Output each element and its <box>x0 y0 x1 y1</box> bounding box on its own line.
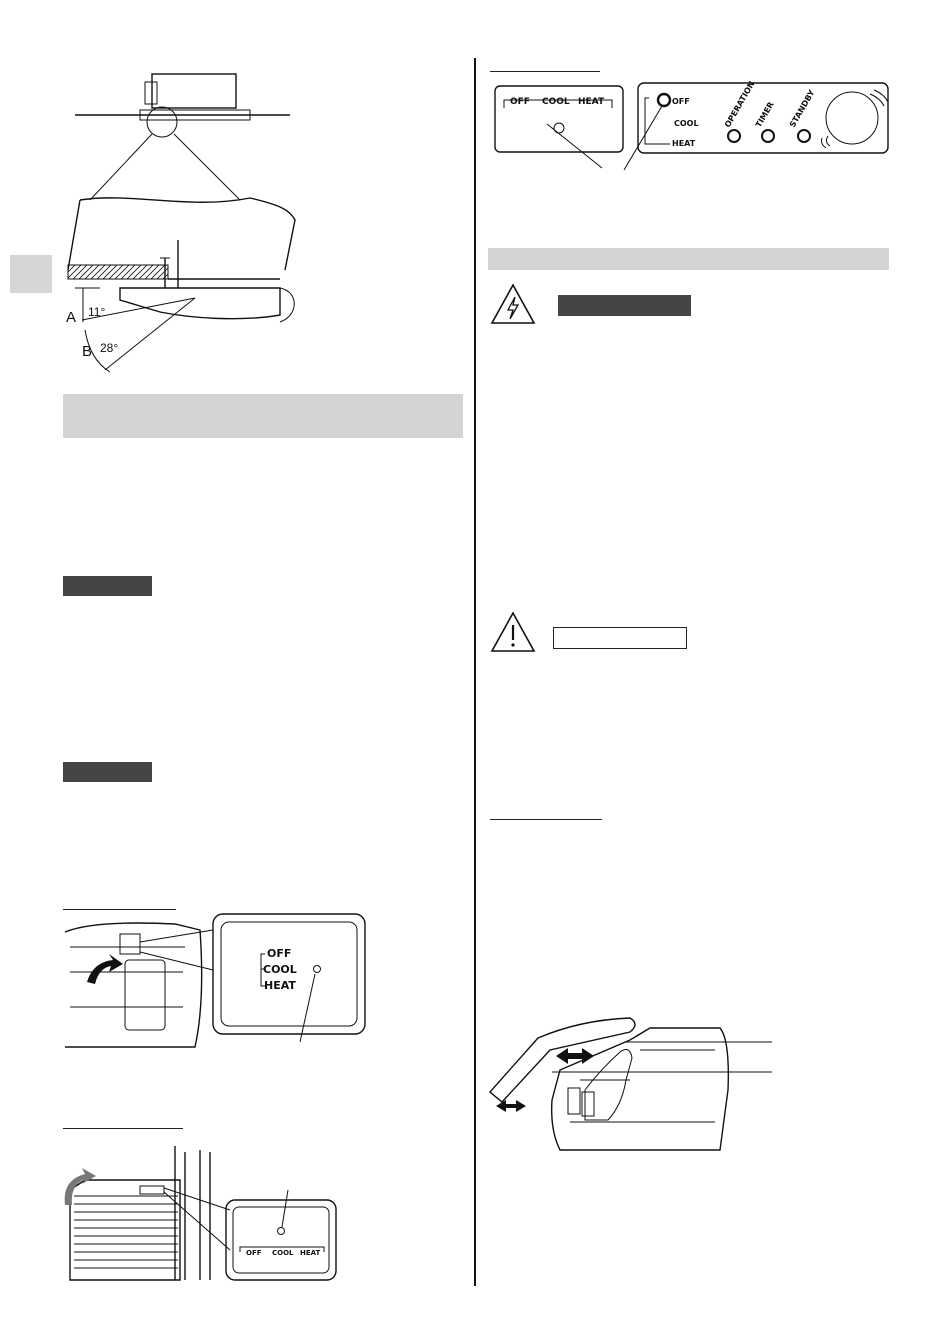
zoom-box-outer-2 <box>226 1200 336 1280</box>
filter-slot-2 <box>582 1092 594 1116</box>
cassette-unit-body <box>152 74 236 108</box>
note-label-2 <box>63 762 152 782</box>
receiver-window <box>826 92 878 144</box>
wall-unit-panel <box>125 960 165 1030</box>
wall-cool: COOL <box>263 963 297 976</box>
wall-heat: HEAT <box>264 979 296 992</box>
insulation-layer <box>68 265 168 279</box>
panel-off: OFF <box>672 97 690 106</box>
wall-switch-pointer <box>300 974 315 1042</box>
slide-arrow-icon-small <box>496 1100 526 1112</box>
callout-line-left <box>90 134 152 200</box>
detail-outline-left <box>68 200 80 270</box>
danger-label <box>558 295 691 316</box>
filter-slot-1 <box>568 1088 580 1114</box>
detail-outline-top <box>80 198 295 270</box>
control-panel-figure <box>492 80 912 180</box>
wall-unit-figure <box>65 912 375 1052</box>
hand-icon <box>585 1050 632 1120</box>
mode-off: OFF <box>510 97 530 107</box>
unit-body-lines <box>570 1050 715 1122</box>
wall-unit-body <box>65 923 202 1047</box>
figure-caption-rule-3 <box>490 71 600 72</box>
ceiling-cassette-figure <box>40 60 500 390</box>
indicator-timer-label: TIMER <box>753 100 776 129</box>
section-heading-bar-right <box>488 248 889 270</box>
panel-mode-switch[interactable] <box>658 94 670 106</box>
floor-unit-grille <box>74 1196 178 1268</box>
floor-unit-figure <box>60 1130 350 1280</box>
floor-off: OFF <box>246 1249 262 1257</box>
floor-cool: COOL <box>272 1249 294 1257</box>
open-arrow-icon <box>87 954 123 984</box>
angle-a: 11° <box>88 305 106 319</box>
unit-body <box>552 1028 729 1150</box>
note-label-1 <box>63 576 152 596</box>
wall-unit-lines <box>70 947 185 1007</box>
timer-lamp <box>762 130 774 142</box>
danger-warning-icon <box>490 283 536 325</box>
wall-off: OFF <box>267 947 292 960</box>
figure-caption-rule-4 <box>490 819 602 820</box>
label-b: B <box>82 343 93 360</box>
panel-cool: COOL <box>674 119 699 128</box>
figure-caption-rule-1 <box>63 909 176 910</box>
floor-unit-switch <box>140 1186 164 1194</box>
mode-switch[interactable] <box>554 123 564 133</box>
front-panel-figure <box>490 1010 780 1170</box>
standby-lamp <box>798 130 810 142</box>
indicator-operation-label: OPERATION <box>722 79 757 129</box>
floor-unit-body <box>70 1180 180 1280</box>
floor-switch-pointer <box>282 1190 288 1227</box>
mode-box <box>495 86 623 152</box>
panel-heat: HEAT <box>672 139 696 148</box>
slide-arrow-icon <box>556 1048 594 1064</box>
louver-curve <box>280 288 294 322</box>
floor-mode-switch[interactable] <box>278 1228 285 1235</box>
mode-switch-pointer <box>547 124 602 168</box>
zoom-line-bottom-2 <box>164 1192 230 1250</box>
mode-cool: COOL <box>542 97 570 107</box>
indicator-standby-label: STANDBY <box>787 88 817 129</box>
cassette-control-box <box>145 82 157 104</box>
wall-mode-switch[interactable] <box>314 966 321 973</box>
wall-unit-switch <box>120 934 140 954</box>
floor-heat: HEAT <box>300 1249 321 1257</box>
zoom-box-inner-2 <box>233 1207 329 1273</box>
panel-switch-pointer <box>624 106 662 170</box>
detail-circle <box>147 107 177 137</box>
louver-body <box>120 288 280 319</box>
section-heading-bar-left <box>63 394 463 438</box>
caution-warning-icon <box>490 611 536 653</box>
operation-lamp <box>728 130 740 142</box>
label-a: A <box>66 309 77 326</box>
caution-label <box>553 627 687 649</box>
mode-heat: HEAT <box>578 97 605 107</box>
angle-b: 28° <box>100 341 119 355</box>
open-arrow-icon-2 <box>65 1168 96 1205</box>
zoom-line-top-2 <box>164 1188 230 1210</box>
callout-line-right <box>174 134 240 200</box>
zoom-line-top <box>140 930 213 942</box>
